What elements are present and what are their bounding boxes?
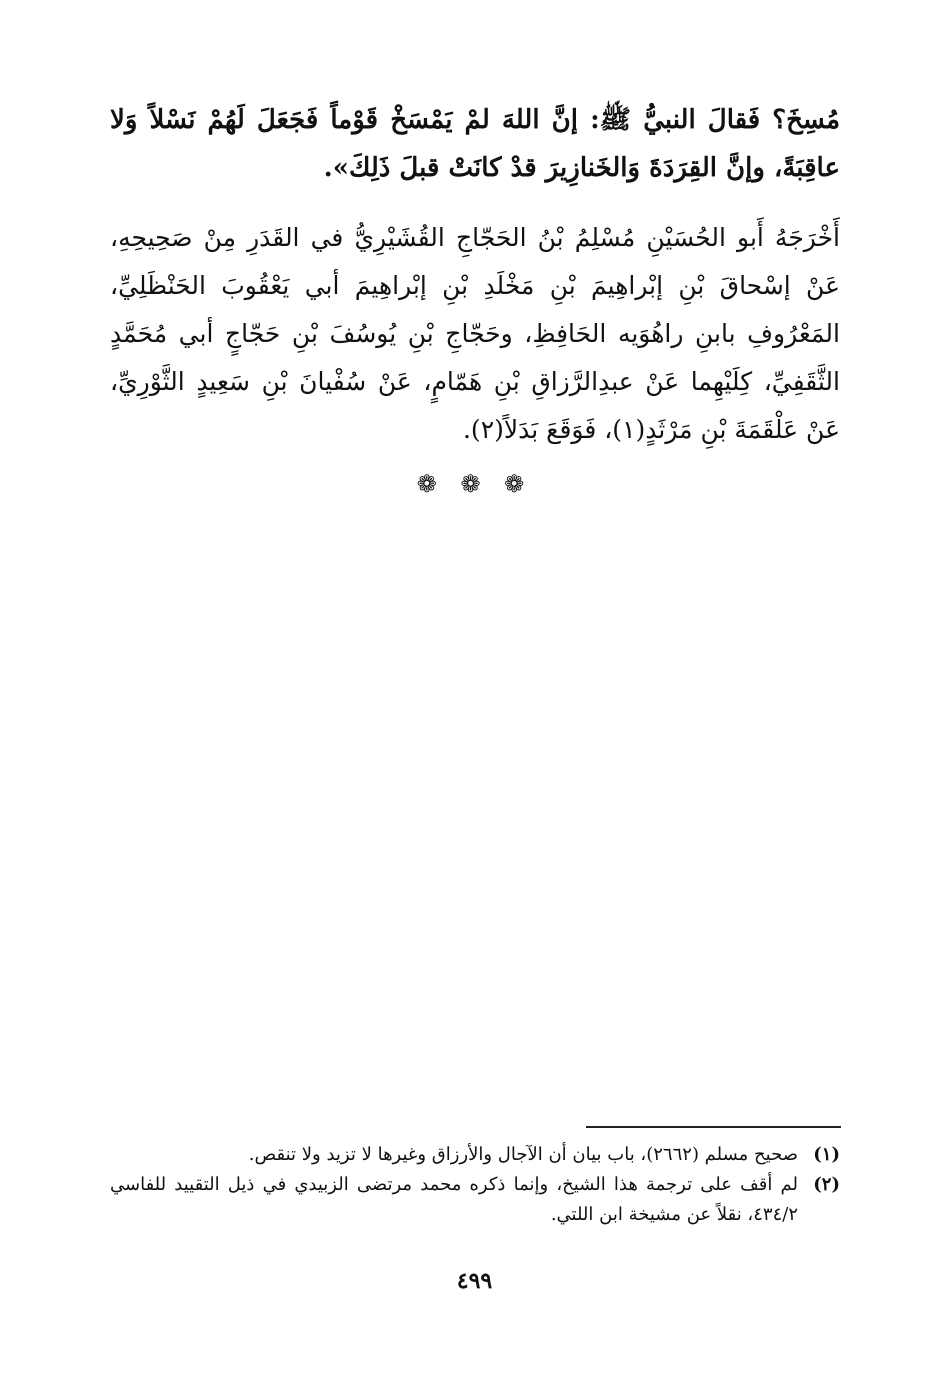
footnotes — [110, 1140, 840, 1230]
footnote-2 — [110, 1170, 840, 1230]
page-number: ٤٩٩ — [456, 1268, 493, 1294]
footnote-number: (٢) — [813, 1174, 840, 1195]
takhrij-paragraph: أَخْرَجَهُ أَبو الحُسَيْنِ مُسْلِمُ بْنُ الحَجّاجِ القُشَيْرِيُّ في القَدَرِ مِنْ صَحِيحِهِ، عَنْ إسْحاقَ بْنِ إبْراهِيمَ بْنِ مَخْلَدِ بْنِ إبْراهِيمَ أبي يَعْقُوبَ الحَنْظَلِيِّ، المَعْرُوفِ بابنِ راهُوَيه الحَافِظِ، وحَجّاجِ بْنِ يُوسُفَ بْنِ حَجّاجٍ أبي مُحَمَّدٍ الثَّقَفِيِّ، كِلَيْهِما عَنْ عبدِالرَّزاقِ بْنِ هَمّامٍ، عَنْ سُفْيانَ بْنِ سَعِيدٍ الثَّوْرِيِّ، عَنْ عَلْقَمَةَ بْنِ مَرْثَدٍ(١)، فَوَقَعَ بَدَلاً(٢). — [110, 223, 840, 444]
section-divider-ornament: ❁ ❁ ❁ — [416, 470, 533, 498]
footnote-number: (١) — [813, 1144, 840, 1165]
footnote-1 — [110, 1140, 840, 1170]
footnote-separator — [586, 1126, 841, 1128]
footnote-text: صحيح مسلم (٢٦٦٢)، باب بيان أن الآجال والأرزاق وغيرها لا تزيد ولا تنقص. — [248, 1144, 798, 1165]
hadith-paragraph: مُسِخَ؟ فَقالَ النبيُّ ﷺ: إنَّ اللهَ لمْ يَمْسَخْ قَوْماً فَجَعَلَ لَهُمْ نَسْلاً وَلا عاقِبَةً، وإنَّ القِرَدَةَ وَالخَنازِيرَ قدْ كانَتْ قبلَ ذَلِكَ». — [110, 105, 840, 183]
footnote-text: لم أقف على ترجمة هذا الشيخ، وإنما ذكره محمد مرتضى الزبيدي في ذيل التقييد للفاسي ٤٣٤/٢، نقلاً عن مشيخة ابن اللتي. — [110, 1174, 798, 1225]
